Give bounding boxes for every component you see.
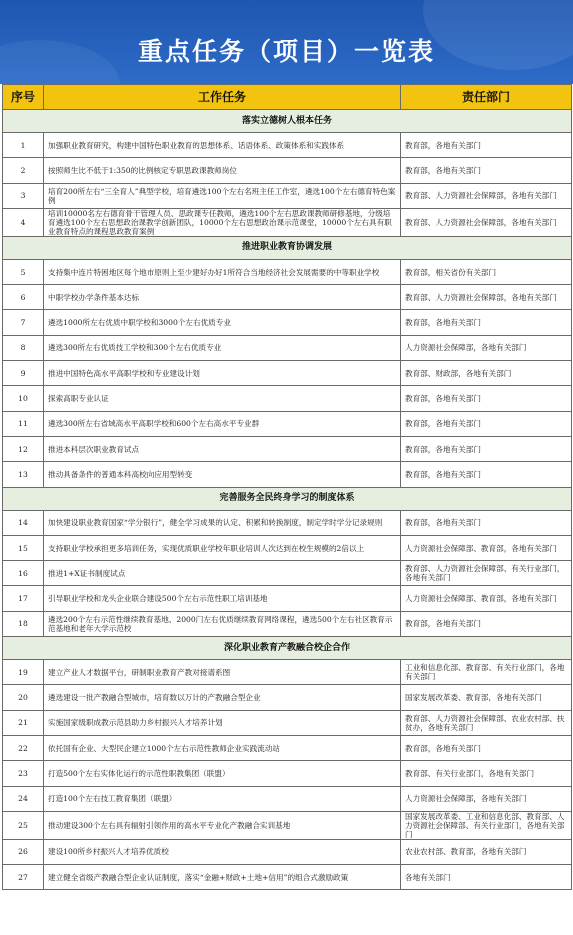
table-row [3, 865, 572, 890]
row-number: 14 [3, 510, 44, 535]
section-header-row [3, 637, 572, 660]
department-cell: 教育部、人力资源社会保障部、有关行业部门，各地有关部门 [401, 561, 572, 586]
department-cell: 教育部，各地有关部门 [401, 411, 572, 436]
task-cell: 探索高职专业认证 [44, 386, 401, 411]
task-cell: 按照师生比不低于1:350的比例核定专职思政课教师岗位 [44, 158, 401, 183]
table-row [3, 735, 572, 760]
section-title: 完善服务全民终身学习的制度体系 [3, 487, 572, 510]
table-row [3, 259, 572, 284]
department-cell: 农业农村部、教育部，各地有关部门 [401, 839, 572, 864]
row-number: 22 [3, 735, 44, 760]
task-cell: 支持职业学校承担更多培训任务，实现优质职业学校年职业培训人次达到在校生规模的2倍以上 [44, 535, 401, 560]
task-cell: 加强职业教育研究，构建中国特色职业教育的思想体系、话语体系、政策体系和实践体系 [44, 133, 401, 158]
task-cell: 推动具备条件的普通本科高校向应用型转变 [44, 462, 401, 487]
row-number: 19 [3, 660, 44, 685]
department-cell: 教育部，各地有关部门 [401, 310, 572, 335]
task-cell: 推进本科层次职业教育试点 [44, 436, 401, 461]
task-cell: 建立健全省级产教融合型企业认证制度，落实“金融+财政+土地+信用”的组合式激励政策 [44, 865, 401, 890]
task-cell: 建设100所乡村振兴人才培养优质校 [44, 839, 401, 864]
row-number: 12 [3, 436, 44, 461]
task-cell: 打造500个左右实体化运行的示范性职教集团（联盟） [44, 761, 401, 786]
column-header-department: 责任部门 [401, 85, 572, 110]
department-cell: 人力资源社会保障部，各地有关部门 [401, 786, 572, 811]
row-number: 6 [3, 285, 44, 310]
task-cell: 培训10000名左右德育骨干管理人员、思政课专任教师，遴选100个左右思政课教师研修基地，分级培育遴选100个左右思想政治课教学创新团队，10000个左右思想政治课示范课堂，10000个左右具有职业教育特点的课程思政教育案例 [44, 208, 401, 236]
row-number: 1 [3, 133, 44, 158]
column-header-number: 序号 [3, 85, 44, 110]
department-cell: 教育部、人力资源社会保障部，各地有关部门 [401, 183, 572, 208]
row-number: 7 [3, 310, 44, 335]
task-cell: 推进中国特色高水平高职学校和专业建设计划 [44, 361, 401, 386]
department-cell: 教育部，各地有关部门 [401, 386, 572, 411]
row-number: 20 [3, 685, 44, 710]
department-cell: 教育部、有关行业部门，各地有关部门 [401, 761, 572, 786]
table-row [3, 335, 572, 360]
table-row [3, 786, 572, 811]
row-number: 4 [3, 208, 44, 236]
task-cell: 实施国家级职成教示范县助力乡村振兴人才培养计划 [44, 710, 401, 735]
task-cell: 中职学校办学条件基本达标 [44, 285, 401, 310]
section-title: 落实立德树人根本任务 [3, 110, 572, 133]
page-title: 重点任务（项目）一览表 [137, 37, 435, 66]
department-cell: 国家发展改革委、工业和信息化部、教育部、人力资源社会保障部、有关行业部门，各地有关部门 [401, 811, 572, 839]
section-title: 深化职业教育产教融合校企合作 [3, 637, 572, 660]
table-row [3, 685, 572, 710]
table-row [3, 208, 572, 236]
row-number: 5 [3, 259, 44, 284]
table-row [3, 436, 572, 461]
row-number: 27 [3, 865, 44, 890]
task-cell: 建立产业人才数据平台，研制职业教育产教对接谱系图 [44, 660, 401, 685]
department-cell: 教育部，各地有关部门 [401, 133, 572, 158]
task-cell: 依托国有企业、大型民企建立1000个左右示范性教师企业实践流动站 [44, 735, 401, 760]
row-number: 10 [3, 386, 44, 411]
table-row [3, 133, 572, 158]
row-number: 11 [3, 411, 44, 436]
task-cell: 遴选200个左右示范性继续教育基地、2000门左右优质继续教育网络课程，遴选500个左右社区教育示范基地和老年大学示范校 [44, 611, 401, 636]
row-number: 3 [3, 183, 44, 208]
table-row [3, 285, 572, 310]
table-row [3, 586, 572, 611]
department-cell: 人力资源社会保障部，各地有关部门 [401, 335, 572, 360]
table-row [3, 510, 572, 535]
table-row [3, 811, 572, 839]
task-cell: 遴选1000所左右优质中职学校和3000个左右优质专业 [44, 310, 401, 335]
department-cell: 教育部，各地有关部门 [401, 510, 572, 535]
table-header-row [3, 85, 572, 110]
column-header-task: 工作任务 [44, 85, 401, 110]
row-number: 23 [3, 761, 44, 786]
table-row [3, 386, 572, 411]
department-cell: 教育部、人力资源社会保障部，各地有关部门 [401, 208, 572, 236]
task-cell: 推动建设300个左右具有辐射引领作用的高水平专业化产教融合实训基地 [44, 811, 401, 839]
table-row [3, 158, 572, 183]
table-row [3, 535, 572, 560]
department-cell: 教育部、财政部，各地有关部门 [401, 361, 572, 386]
task-cell: 遴选300所左右省域高水平高职学校和600个左右高水平专业群 [44, 411, 401, 436]
row-number: 15 [3, 535, 44, 560]
table-row [3, 839, 572, 864]
row-number: 8 [3, 335, 44, 360]
department-cell: 国家发展改革委、教育部，各地有关部门 [401, 685, 572, 710]
task-cell: 推进1+X证书制度试点 [44, 561, 401, 586]
department-cell: 工业和信息化部、教育部、有关行业部门，各地有关部门 [401, 660, 572, 685]
department-cell: 教育部，各地有关部门 [401, 158, 572, 183]
section-title: 推进职业教育协调发展 [3, 236, 572, 259]
table-row [3, 611, 572, 636]
row-number: 13 [3, 462, 44, 487]
table-row [3, 561, 572, 586]
table-body [3, 110, 572, 890]
department-cell: 教育部，相关省份有关部门 [401, 259, 572, 284]
department-cell: 教育部，各地有关部门 [401, 735, 572, 760]
department-cell: 人力资源社会保障部、教育部，各地有关部门 [401, 535, 572, 560]
task-cell: 引导职业学校和龙头企业联合建设500个左右示范性职工培训基地 [44, 586, 401, 611]
table-row [3, 710, 572, 735]
department-cell: 各地有关部门 [401, 865, 572, 890]
table-row [3, 310, 572, 335]
department-cell: 教育部、人力资源社会保障部，各地有关部门 [401, 285, 572, 310]
task-cell: 支持集中连片特困地区每个地市原则上至少建好办好1所符合当地经济社会发展需要的中等职业学校 [44, 259, 401, 284]
task-cell: 培育200所左右“三全育人”典型学校，培育遴选100个左右名班主任工作室，遴选100个左右德育特色案例 [44, 183, 401, 208]
task-cell: 加快建设职业教育国家“学分银行”，健全学习成果的认定、积累和转换制度，制定学时学分记录规则 [44, 510, 401, 535]
row-number: 16 [3, 561, 44, 586]
table-row [3, 761, 572, 786]
row-number: 2 [3, 158, 44, 183]
row-number: 18 [3, 611, 44, 636]
department-cell: 教育部、人力资源社会保障部、农业农村部、扶贫办，各地有关部门 [401, 710, 572, 735]
department-cell: 人力资源社会保障部、教育部，各地有关部门 [401, 586, 572, 611]
table-row [3, 660, 572, 685]
row-number: 24 [3, 786, 44, 811]
section-header-row [3, 236, 572, 259]
task-cell: 打造100个左右技工教育集团（联盟） [44, 786, 401, 811]
row-number: 9 [3, 361, 44, 386]
task-table [2, 84, 572, 890]
task-cell: 遴选300所左右优质技工学校和300个左右优质专业 [44, 335, 401, 360]
section-header-row [3, 110, 572, 133]
department-cell: 教育部，各地有关部门 [401, 611, 572, 636]
row-number: 25 [3, 811, 44, 839]
table-row [3, 411, 572, 436]
department-cell: 教育部，各地有关部门 [401, 462, 572, 487]
row-number: 26 [3, 839, 44, 864]
table-row [3, 462, 572, 487]
section-header-row [3, 487, 572, 510]
header-banner [0, 0, 573, 84]
table-row [3, 183, 572, 208]
department-cell: 教育部，各地有关部门 [401, 436, 572, 461]
row-number: 21 [3, 710, 44, 735]
table-row [3, 361, 572, 386]
task-cell: 遴选建设一批产教融合型城市，培育数以万计的产教融合型企业 [44, 685, 401, 710]
row-number: 17 [3, 586, 44, 611]
